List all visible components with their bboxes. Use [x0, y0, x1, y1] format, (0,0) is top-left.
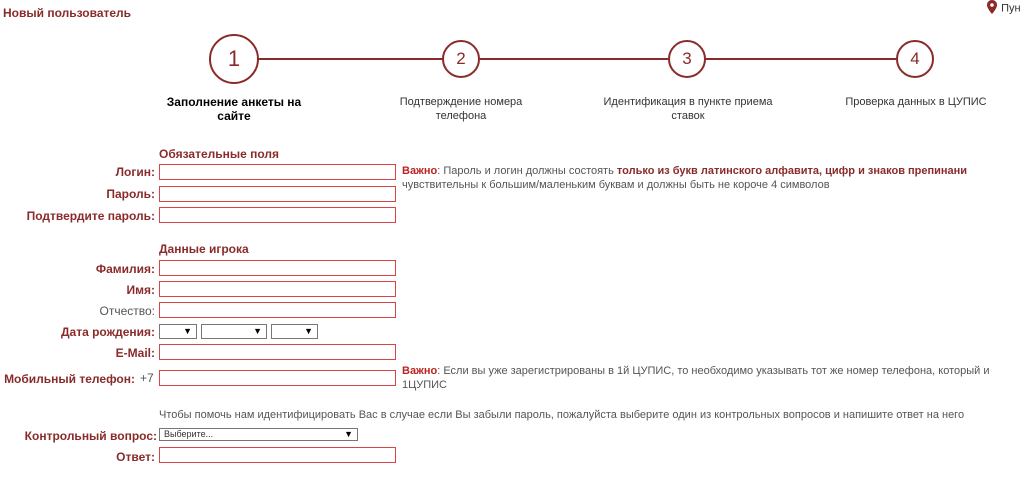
login-note — [402, 164, 967, 192]
location-label: Пун — [1001, 2, 1021, 15]
chevron-down-icon: ▼ — [253, 326, 262, 336]
step-3-circle: 3 — [668, 40, 706, 78]
password-label: Пароль: — [106, 187, 155, 201]
login-label: Логин: — [115, 165, 155, 179]
map-pin-icon — [986, 0, 998, 17]
security-question-select[interactable] — [159, 428, 358, 441]
answer-label: Ответ: — [116, 450, 155, 464]
phone-note-text: : Если вы уже зарегистрированы в 1й ЦУПИС, то необходимо указывать тот же номер телефона, который и — [437, 365, 990, 377]
login-input[interactable] — [159, 164, 396, 180]
confirm-password-label: Подтвердите пароль: — [26, 209, 155, 223]
login-note-strong: только из букв латинского алфавита, цифр и знаков препинани — [616, 165, 968, 177]
birth-month-select[interactable] — [201, 324, 267, 339]
phone-note — [402, 364, 989, 392]
phone-note-line2: 1ЦУПИС — [402, 379, 447, 391]
player-section-title: Данные игрока — [159, 242, 249, 256]
password-input[interactable] — [159, 186, 396, 202]
security-hint: Чтобы помочь нам идентифицировать Вас в случае если Вы забыли пароль, пожалуйста выберите один из контрольных вопросов и напишите ответ на него — [159, 409, 965, 421]
surname-label: Фамилия: — [95, 262, 155, 276]
chevron-down-icon: ▼ — [304, 326, 313, 336]
login-note-line2: чувствительны к большим/маленьким буквам и должны быть не короче 4 символов — [402, 179, 830, 191]
security-question-label: Контрольный вопрос: — [24, 429, 157, 443]
patronymic-label: Отчество: — [99, 304, 155, 318]
step-2-label: Подтверждение номера телефона — [399, 96, 523, 122]
page-title: Новый пользователь — [3, 6, 132, 20]
chevron-down-icon: ▼ — [344, 429, 353, 439]
name-input[interactable] — [159, 281, 396, 297]
answer-input[interactable] — [159, 447, 396, 463]
phone-note-important: Важно — [402, 365, 438, 377]
step-1-circle: 1 — [209, 34, 259, 84]
phone-label: Мобильный телефон: — [4, 372, 135, 386]
login-note-important: Важно — [402, 165, 438, 177]
email-input[interactable] — [159, 344, 396, 360]
security-question-value: Выберите... — [164, 429, 214, 439]
chevron-down-icon: ▼ — [183, 326, 192, 336]
stepper-line — [234, 58, 916, 60]
phone-input[interactable] — [159, 370, 396, 386]
birthdate-label: Дата рождения: — [60, 325, 155, 339]
birth-day-select[interactable] — [159, 324, 197, 339]
birth-year-select[interactable] — [271, 324, 318, 339]
required-section-title: Обязательные поля — [159, 147, 280, 161]
login-note-text: : Пароль и логин должны состоять — [437, 165, 617, 177]
step-4-circle: 4 — [896, 40, 934, 78]
surname-input[interactable] — [159, 260, 396, 276]
name-label: Имя: — [126, 283, 155, 297]
step-3-label: Идентификация в пункте приема ставок — [603, 96, 773, 122]
email-label: E-Mail: — [115, 346, 155, 360]
step-2-circle: 2 — [442, 40, 480, 78]
step-4-label: Проверка данных в ЦУПИС — [845, 96, 987, 108]
step-1-label: Заполнение анкеты на сайте — [166, 95, 302, 123]
confirm-password-input[interactable] — [159, 207, 396, 223]
location-link[interactable] — [986, 0, 1021, 17]
phone-prefix: +7 — [140, 371, 154, 385]
patronymic-input[interactable] — [159, 302, 396, 318]
